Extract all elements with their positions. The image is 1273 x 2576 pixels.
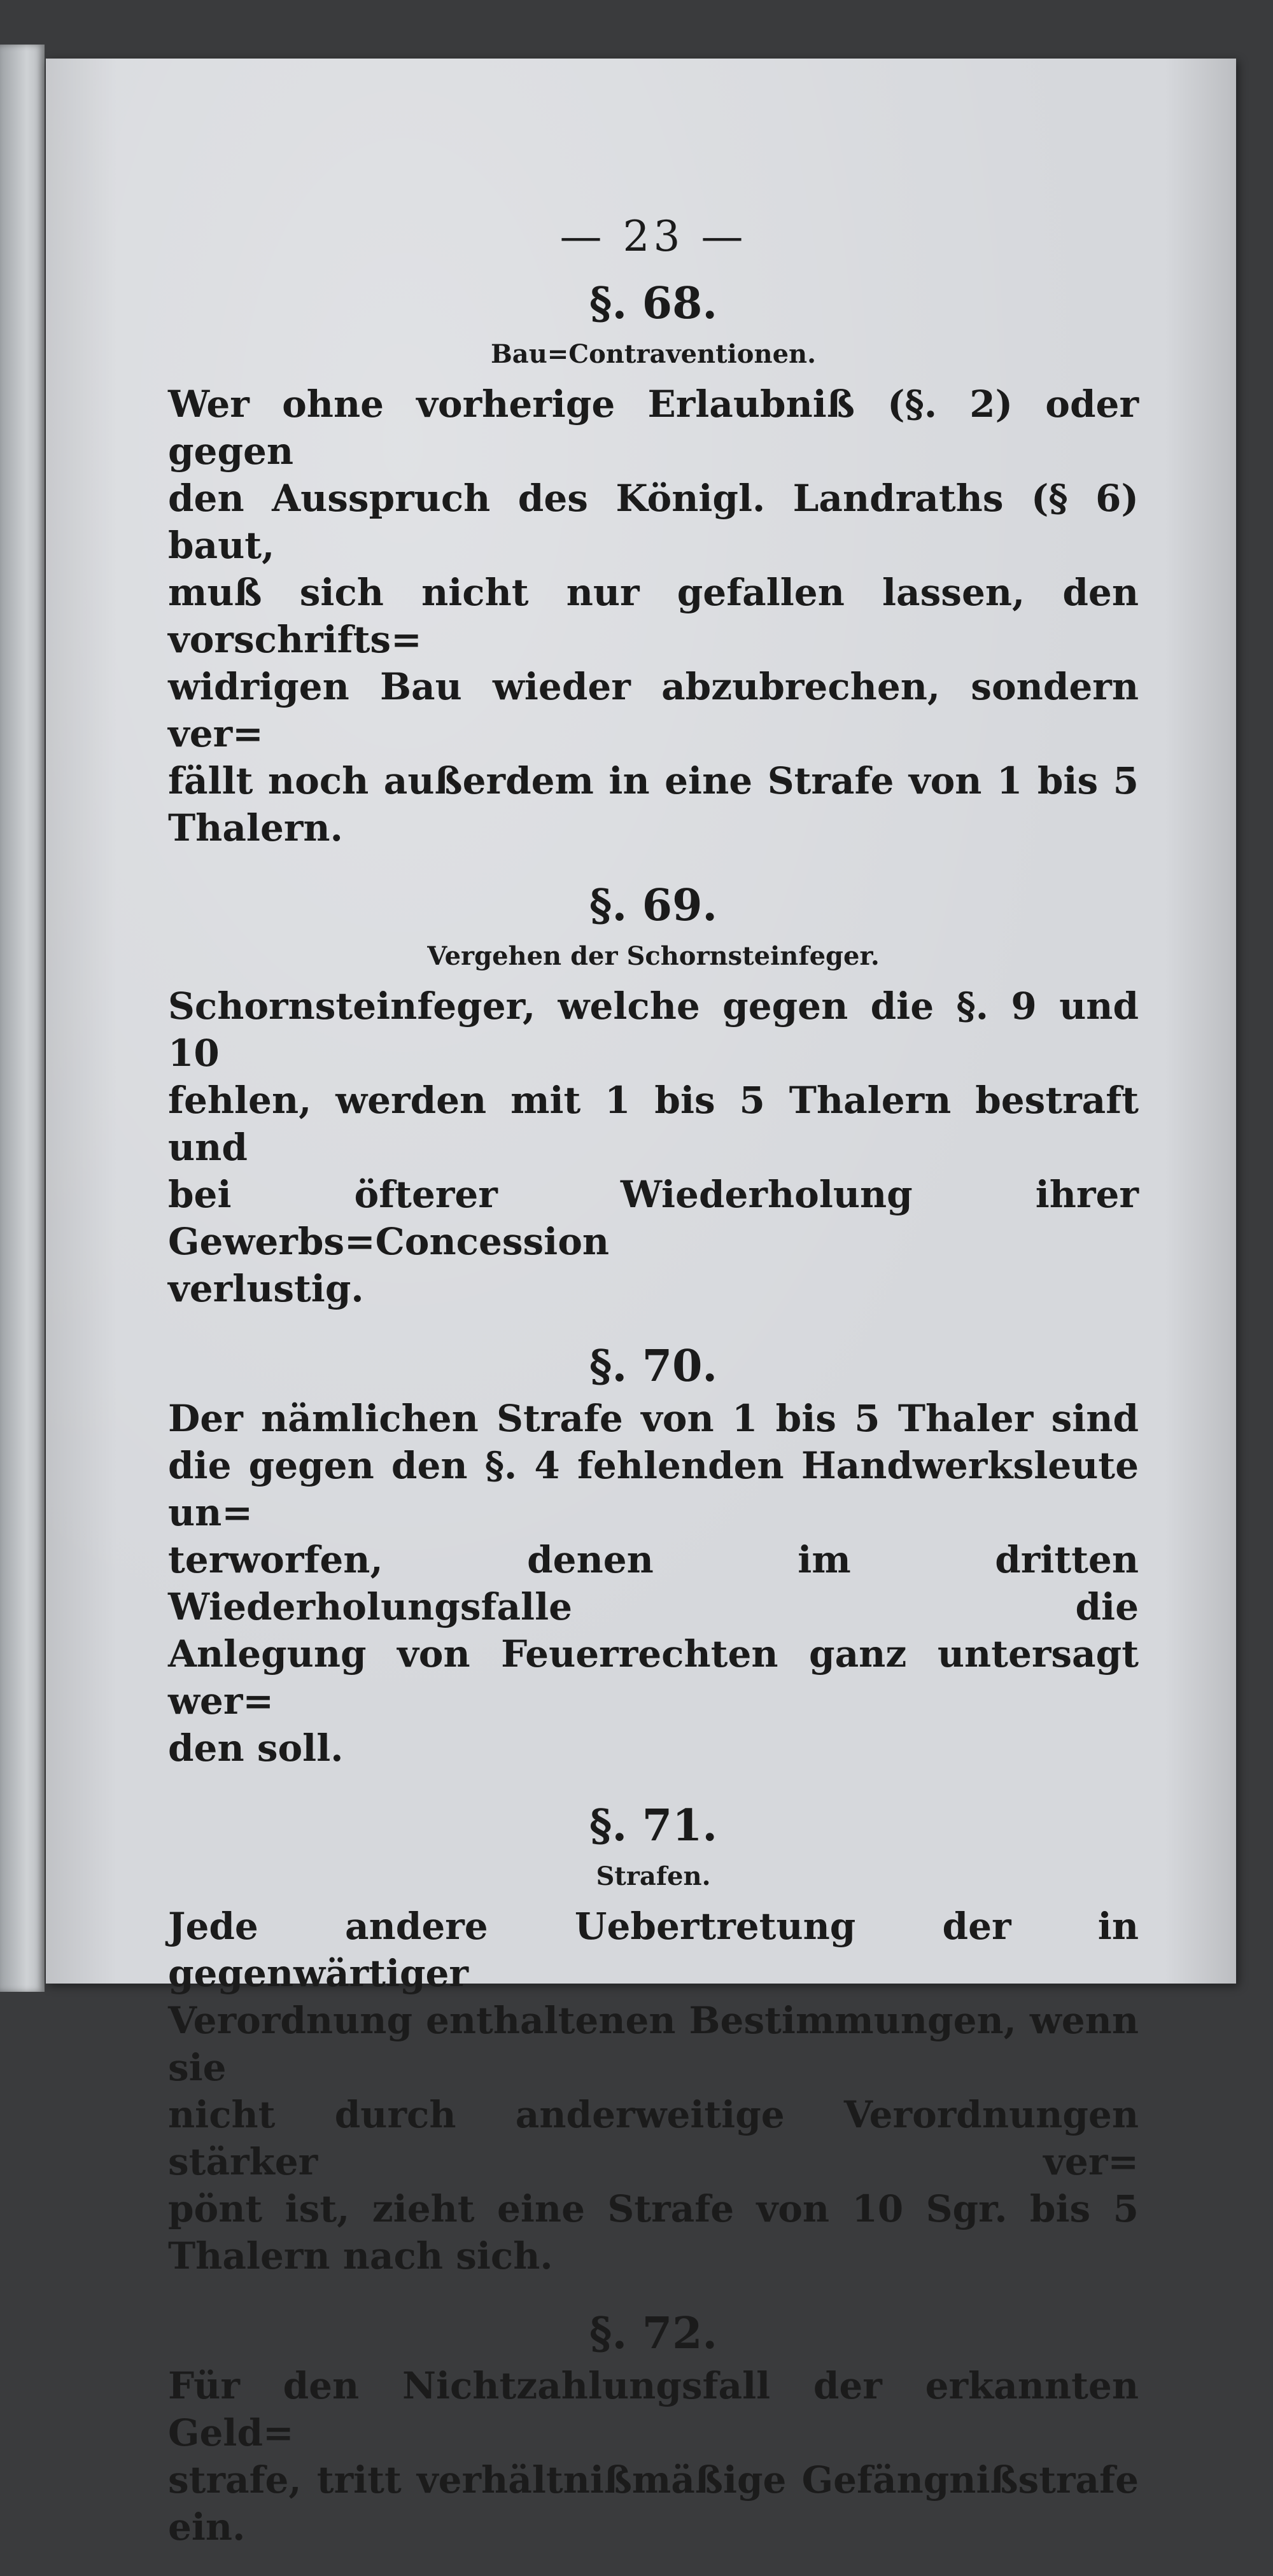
text-line: Thalern nach sich. [168,2234,553,2278]
book-page [46,59,1236,2549]
section-subtitle: Bau=Contraventionen. [490,339,817,369]
section-text [168,2362,1139,2551]
section-text [168,983,1139,1312]
facing-page-edge [0,45,45,1992]
text-line: Für den Nichtzahlungsfall der erkannten Geld= [168,2364,1139,2454]
section-71 [168,1797,1139,2279]
section-heading: §. 69. [589,880,718,931]
section-text [168,1903,1139,2279]
text-line: verlustig. [168,1267,364,1310]
section-heading: §. 71. [589,1800,718,1851]
text-line: Verordnung enthaltenen Bestimmungen, wenn sie [168,1999,1139,2089]
text-line: bei öfterer Wiederholung ihrer Gewerbs=Concession [168,1173,1139,1263]
text-line: Thalern. [168,806,343,850]
text-line: die gegen den §. 4 fehlenden Handwerksleute un= [168,1444,1139,1534]
page-content [168,211,1139,2576]
text-line: pönt ist, zieht eine Strafe von 10 Sgr. bis 5 [168,2187,1139,2230]
text-line: fehlen, werden mit 1 bis 5 Thalern bestraft und [168,1079,1139,1169]
text-line: Wer ohne vorherige Erlaubniß (§. 2) oder gegen [168,382,1139,473]
text-line: nicht durch anderweitige Verordnungen stärker ver= [168,2093,1139,2183]
text-line: Schornsteinfeger, welche gegen die §. 9 und 10 [168,984,1139,1075]
section-heading: §. 68. [589,278,718,329]
text-line: widrigen Bau wieder abzubrechen, sondern ver= [168,665,1139,755]
section-69 [168,877,1139,1312]
section-text [168,381,1139,851]
text-line: muß sich nicht nur gefallen lassen, den vorschrifts= [168,571,1139,661]
text-line: terworfen, denen im dritten Wiederholungsfalle die [168,1538,1139,1628]
text-line: den soll. [168,1726,344,1770]
section-68 [168,275,1139,851]
text-line: Der nämlichen Strafe von 1 bis 5 Thaler sind [168,1397,1139,1440]
text-line: fällt noch außerdem in eine Strafe von 1 bis 5 [168,759,1139,802]
text-line: Anlegung von Feuerrechten ganz untersagt wer= [168,1632,1139,1723]
text-line: den Ausspruch des Königl. Landraths (§ 6) baut, [168,477,1139,567]
text-line: Jede andere Uebertretung der in gegenwärtiger [168,1905,1139,1995]
section-subtitle: Strafen. [596,1861,711,1891]
page-number: — 23 — [559,212,747,261]
text-line: strafe, tritt verhältnißmäßige Gefängnißstrafe ein. [168,2458,1139,2549]
section-subtitle: Vergehen der Schornsteinfeger. [427,941,880,971]
section-70 [168,1338,1139,1772]
section-72 [168,2305,1139,2551]
section-text [168,1395,1139,1772]
section-heading: §. 72. [589,2308,718,2359]
section-heading: §. 70. [589,1341,718,1392]
